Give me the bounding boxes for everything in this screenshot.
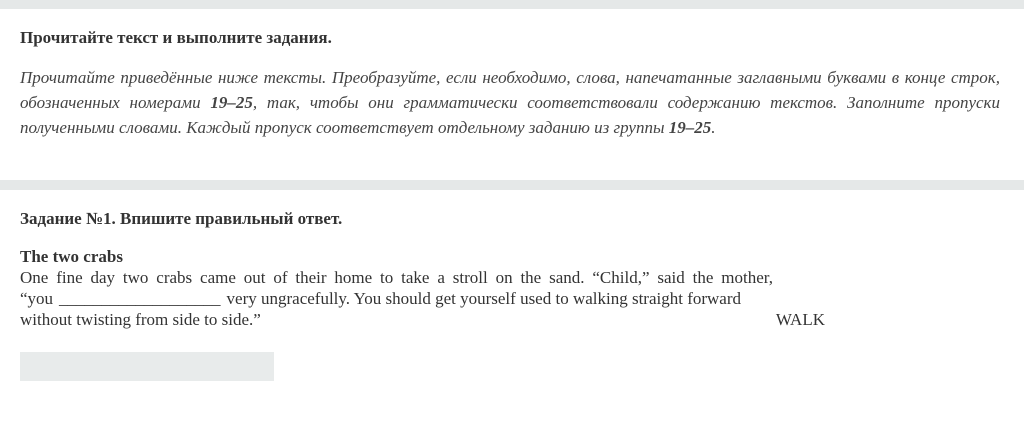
instructions-text-part3: .	[711, 118, 716, 137]
blank-underline: ___________________	[59, 289, 221, 308]
passage-line-2-end: very ungracefully. You should get yourself used to walking straight forward	[226, 289, 742, 308]
task-header: Задание №1. Впишите правильный ответ.	[20, 209, 343, 228]
passage-line-2	[20, 288, 773, 309]
top-divider	[0, 0, 1024, 9]
instructions-text-part2: , так, чтобы они грамматически соответствовали содержанию текстов. Заполните пропуски полученными словами. Каждый пропуск соответствует отдельному заданию из группы	[20, 93, 1000, 137]
passage-line-2-start: “you	[20, 289, 54, 308]
task-section	[0, 190, 1024, 381]
instructions-text	[20, 65, 1000, 140]
instructions-title: Прочитайте текст и выполните задания.	[20, 28, 332, 47]
passage-text	[20, 267, 825, 330]
instructions-section	[0, 9, 1024, 180]
passage-line-3	[20, 309, 773, 330]
passage-line-1-text: One fine day two crabs came out of their home to take a stroll on the sand. “Child,” said the mother,	[20, 268, 773, 287]
section-divider	[0, 180, 1024, 190]
passage-title: The two crabs	[20, 247, 123, 266]
passage-line-3-text: without twisting from side to side.”	[20, 310, 261, 329]
answer-input[interactable]	[20, 352, 274, 381]
instructions-range-1: 19–25	[210, 93, 253, 112]
instructions-range-2: 19–25	[668, 118, 712, 137]
instructions-text-part1: Прочитайте приведённые ниже тексты. Преобразуйте, если необходимо, слова, напечатанные заглавными буквами в конце строк, обозначенных номерами	[20, 68, 1000, 112]
keyword-walk: WALK	[775, 310, 825, 329]
passage-line-1	[20, 267, 773, 288]
